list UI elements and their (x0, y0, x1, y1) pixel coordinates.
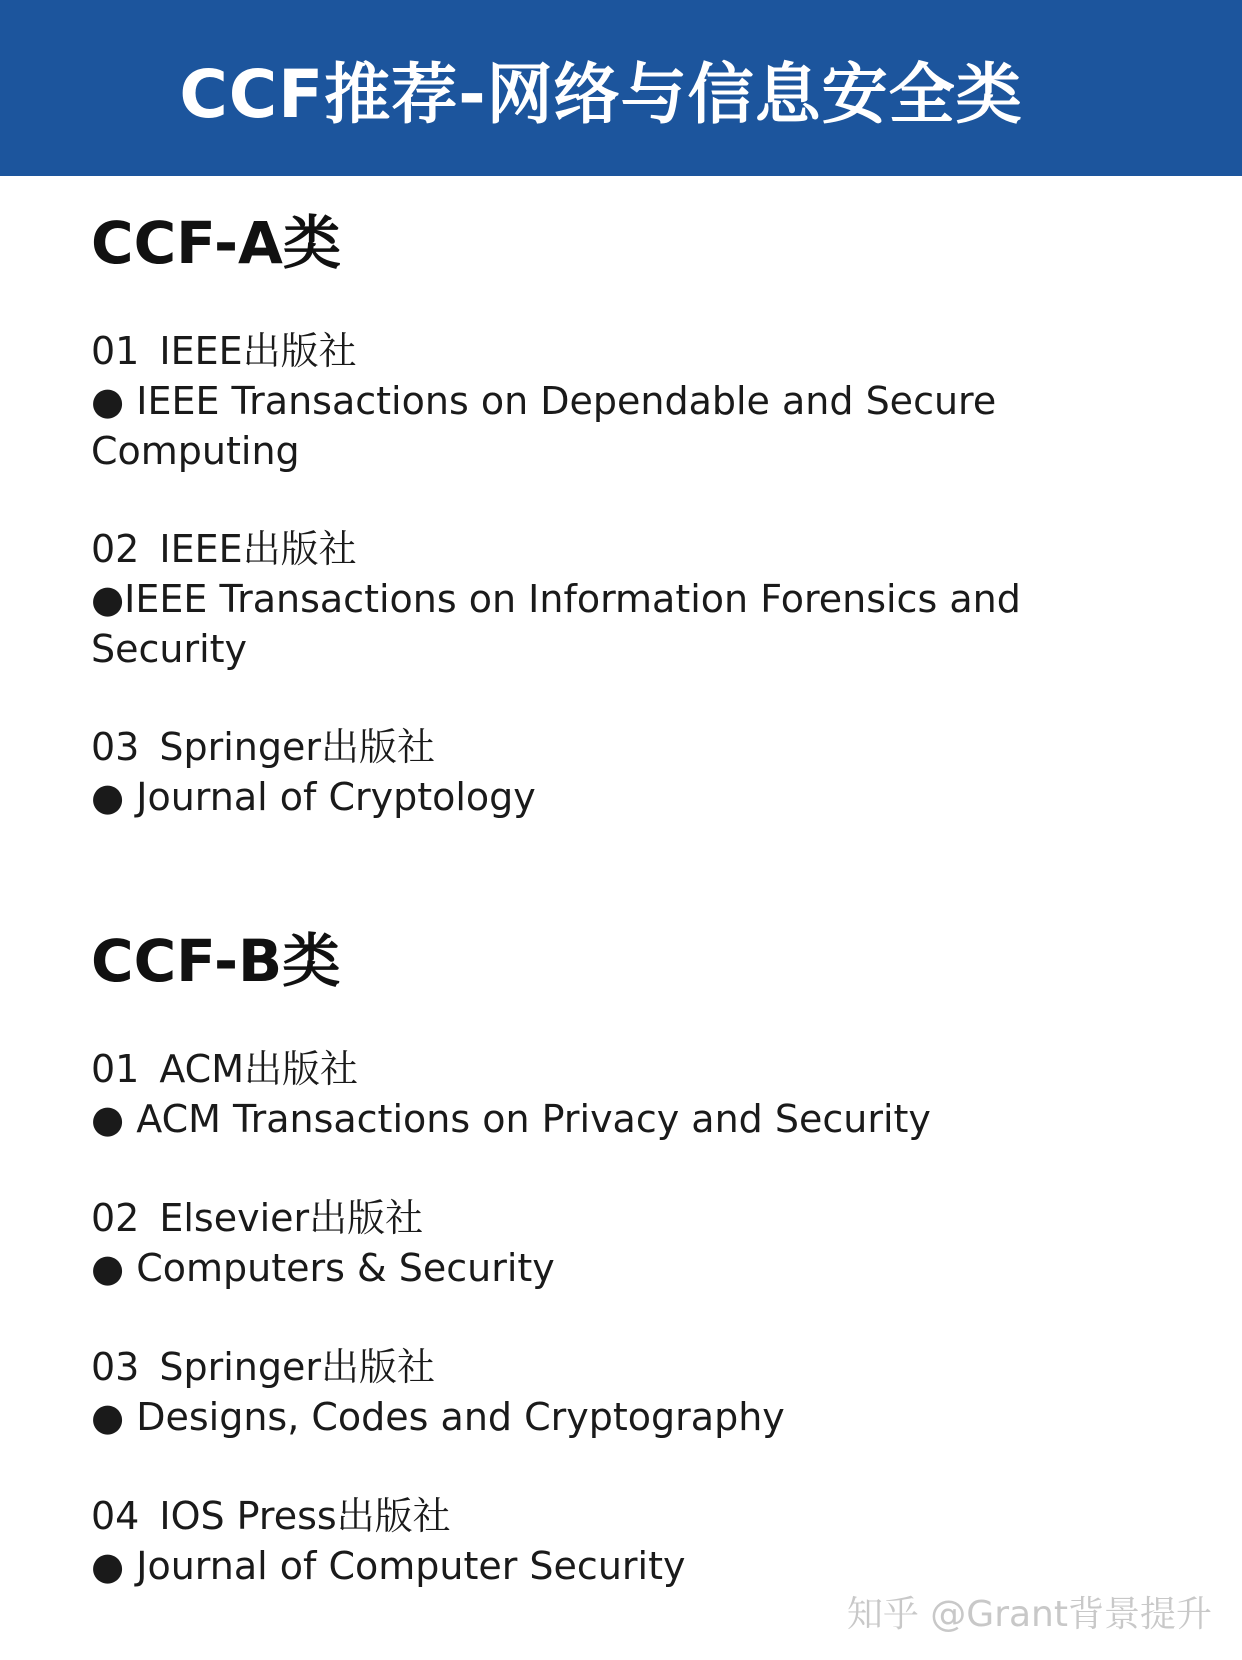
publisher-line (91, 1342, 1171, 1392)
watermark: 知乎 @Grant背景提升 (846, 1594, 1212, 1635)
journal-entry (91, 1044, 1171, 1144)
journal-title: ● Designs, Codes and Cryptography (91, 1395, 785, 1439)
journal-title: ● IEEE Transactions on Dependable and Secure Computing (91, 379, 997, 473)
publisher-line (91, 1193, 1171, 1243)
publisher-name: IEEE出版社 (159, 329, 357, 373)
publisher-line (91, 1491, 1171, 1541)
entry-number: 02 (91, 1196, 140, 1240)
publisher-name: ACM出版社 (159, 1047, 359, 1091)
entry-number: 02 (91, 527, 140, 571)
journal-title: ● Journal of Computer Security (91, 1544, 686, 1588)
publisher-line (91, 524, 1171, 574)
journal-entry (91, 326, 1171, 476)
entry-number: 03 (91, 725, 140, 769)
page-title: CCF推荐-网络与信息安全类 (179, 55, 1023, 133)
entry-number: 04 (91, 1494, 140, 1538)
journal-title: ● Journal of Cryptology (91, 775, 536, 819)
journal-entry (91, 1193, 1171, 1293)
entry-number: 01 (91, 329, 140, 373)
entry-number: 03 (91, 1345, 140, 1389)
page-header (0, 0, 1242, 176)
entry-number: 01 (91, 1047, 140, 1091)
journal-entry (91, 1342, 1171, 1442)
publisher-name: Springer出版社 (159, 1345, 435, 1389)
journal-title: ● ACM Transactions on Privacy and Security (91, 1097, 931, 1141)
section-heading-a: CCF-A类 (91, 209, 341, 277)
publisher-name: IOS Press出版社 (159, 1494, 451, 1538)
publisher-name: Elsevier出版社 (159, 1196, 424, 1240)
journal-entry (91, 524, 1171, 674)
journal-entry (91, 1491, 1171, 1591)
journal-title: ● Computers & Security (91, 1246, 555, 1290)
section-heading-b: CCF-B类 (91, 927, 341, 995)
journal-entry (91, 722, 1171, 822)
publisher-line (91, 1044, 1171, 1094)
publisher-name: IEEE出版社 (159, 527, 357, 571)
publisher-name: Springer出版社 (159, 725, 435, 769)
publisher-line (91, 326, 1171, 376)
journal-title: ●IEEE Transactions on Information Forensics and Security (91, 577, 1021, 671)
publisher-line (91, 722, 1171, 772)
